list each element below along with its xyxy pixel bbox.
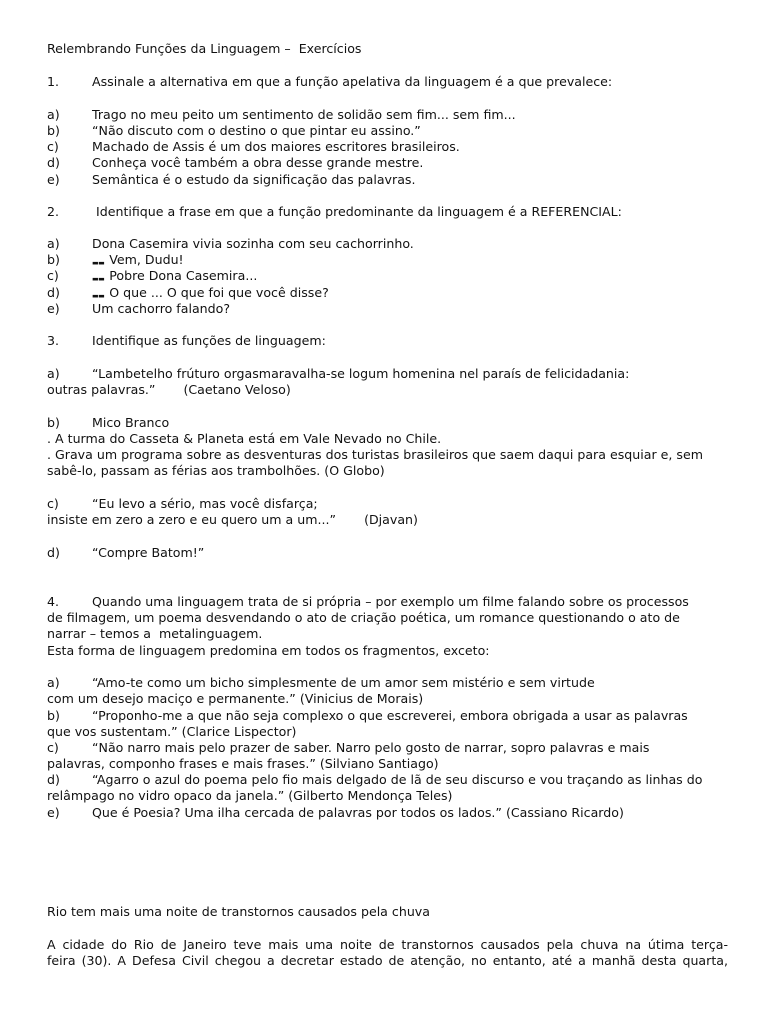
option-text: Vem, Dudu! <box>109 252 184 267</box>
option-text: Conheça você também a obra desse grande mestre. <box>92 155 424 170</box>
option-text: “Não discuto com o destino o que pintar eu assino.” <box>92 123 421 138</box>
option-text: Machado de Assis é um dos maiores escritores brasileiros. <box>92 139 460 154</box>
question-number: 3. <box>47 333 60 348</box>
option-continuation: com um desejo maciço e permanente.” (Vinicius de Morais) <box>47 691 424 706</box>
option-label: d) <box>47 155 60 170</box>
option-label: b) <box>47 123 60 138</box>
document-title: Relembrando Funções da Linguagem – Exercícios <box>47 41 362 56</box>
option-text: Mico Branco <box>92 415 170 430</box>
option-continuation: relâmpago no vidro opaco da janela.” (Gilberto Mendonça Teles) <box>47 788 453 803</box>
option-label: b) <box>47 252 60 267</box>
option-text: “Lambetelho frúturo orgasmaravalha-se logum homenina nel paraís de felicidadania: <box>92 366 630 381</box>
option-label: d) <box>47 772 60 787</box>
option-label: d) <box>47 285 60 300</box>
dialogue-dash-icon: ▬▬ <box>92 292 105 300</box>
option-text: Dona Casemira vivia sozinha com seu cachorrinho. <box>92 236 414 251</box>
option-label: e) <box>47 172 60 187</box>
option-label: c) <box>47 740 59 755</box>
option-text: “Eu levo a sério, mas você disfarça; <box>92 496 318 511</box>
dialogue-dash-icon: ▬▬ <box>92 275 105 283</box>
option-text: Trago no meu peito um sentimento de solidão sem fim... sem fim... <box>92 107 516 122</box>
option-label: a) <box>47 236 60 251</box>
option-label: c) <box>47 268 59 283</box>
option-continuation: . A turma do Casseta & Planeta está em Vale Nevado no Chile. <box>47 431 442 446</box>
question-text: Identifique a frase em que a função predominante da linguagem é a REFERENCIAL: <box>92 204 622 219</box>
option-text: Que é Poesia? Uma ilha cercada de palavras por todos os lados.” (Cassiano Ricardo) <box>92 805 624 820</box>
option-continuation: palavras, componho frases e mais frases.” (Silviano Santiago) <box>47 756 439 771</box>
option-continuation: que vos sustentam.” (Clarice Lispector) <box>47 724 297 739</box>
question-number: 4. <box>47 594 60 609</box>
option-continuation: insiste em zero a zero e eu quero um a um...” (Djavan) <box>47 512 418 527</box>
article-paragraph: A cidade do Rio de Janeiro teve mais uma noite de transtornos causados pela chuva na útima terça- <box>47 937 728 952</box>
option-continuation: . Grava um programa sobre as desventuras dos turistas brasileiros que saem daqui para esquiar e, sem <box>47 447 703 462</box>
option-text: “Amo-te como um bicho simplesmente de um amor sem mistério e sem virtude <box>92 675 595 690</box>
option-label: b) <box>47 708 60 723</box>
option-label: c) <box>47 139 59 154</box>
option-label: e) <box>47 301 60 316</box>
question-text: de filmagem, um poema desvendando o ato de criação poética, um romance questionando o ato de <box>47 610 680 625</box>
option-continuation: sabê-lo, passam as férias aos trambolhões. (O Globo) <box>47 463 385 478</box>
question-text: Esta forma de linguagem predomina em todos os fragmentos, exceto: <box>47 643 490 658</box>
option-label: a) <box>47 366 60 381</box>
article-heading: Rio tem mais uma noite de transtornos causados pela chuva <box>47 904 430 919</box>
option-text: “Agarro o azul do poema pelo fio mais delgado de lã de seu discurso e vou traçando as linhas do <box>92 772 703 787</box>
option-label: c) <box>47 496 59 511</box>
question-text: Quando uma linguagem trata de si própria – por exemplo um filme falando sobre os processos <box>92 594 689 609</box>
dialogue-dash-icon: ▬▬ <box>92 259 105 267</box>
option-text: “Não narro mais pelo prazer de saber. Narro pelo gosto de narrar, sopro palavras e mais <box>92 740 650 755</box>
question-number: 2. <box>47 204 60 219</box>
option-text: “Proponho-me a que não seja complexo o que escreverei, embora obrigada a usar as palavras <box>92 708 688 723</box>
option-label: d) <box>47 545 60 560</box>
article-paragraph: feira (30). A Defesa Civil chegou a decretar estado de atenção, no entanto, até a manhã desta quarta, <box>47 953 728 968</box>
option-label: a) <box>47 675 60 690</box>
question-text: Assinale a alternativa em que a função apelativa da linguagem é a que prevalece: <box>92 74 613 89</box>
option-text: Um cachorro falando? <box>92 301 231 316</box>
option-continuation: outras palavras.” (Caetano Veloso) <box>47 382 291 397</box>
option-text: “Compre Batom!” <box>92 545 205 560</box>
question-number: 1. <box>47 74 60 89</box>
option-text: O que ... O que foi que você disse? <box>109 285 329 300</box>
question-text: narrar – temos a metalinguagem. <box>47 626 263 641</box>
option-label: e) <box>47 805 60 820</box>
option-text: Pobre Dona Casemira... <box>109 268 258 283</box>
option-text: Semântica é o estudo da significação das palavras. <box>92 172 416 187</box>
question-text: Identifique as funções de linguagem: <box>92 333 326 348</box>
option-label: a) <box>47 107 60 122</box>
option-label: b) <box>47 415 60 430</box>
